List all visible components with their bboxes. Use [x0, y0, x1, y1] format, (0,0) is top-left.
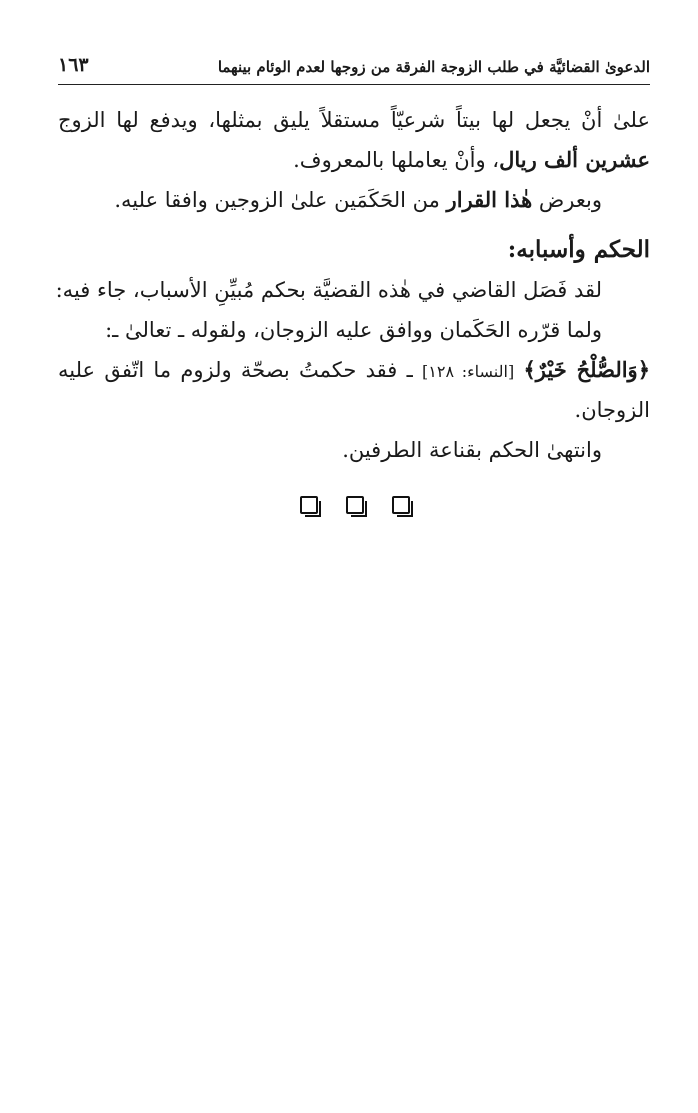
page-header [58, 54, 650, 85]
hollow-square-icon [300, 496, 318, 514]
paragraph-text: ـ فقد حكمتُ بصحّة ولزوم ما اتّفق عليه [58, 358, 423, 382]
paragraph-line [58, 350, 650, 390]
bold-amount: عشرين ألف ريال [499, 147, 650, 172]
paragraph-line: ولما قرّره الحَكَمان ووافق عليه الزوجان، ولقوله ـ تعالىٰ ـ: [105, 318, 602, 342]
paragraph-text: ، وأنْ يعاملها بالمعروف. [293, 148, 500, 172]
paragraph-text: من الحَكَمَين علىٰ الزوجين وافقا عليه. [114, 188, 447, 212]
quran-reference: [النساء: ١٢٨] [422, 362, 515, 381]
paragraph-line [58, 140, 650, 180]
bold-phrase: هٰذا القرار [446, 187, 533, 212]
running-title: الدعوىٰ القضائيَّة في طلب الزوجة الفرقة من زوجها لعدم الوئام بينهما [217, 58, 650, 76]
hollow-square-icon [346, 496, 364, 514]
section-end-ornaments [300, 493, 410, 517]
page-body [55, 100, 650, 470]
hollow-square-icon [392, 496, 410, 514]
section-heading: الحكم وأسبابه: [507, 236, 650, 263]
quran-quote: ﴿وَالصُّلْحُ خَيْرٌ﴾ [523, 357, 650, 382]
paragraph-line: وانتهىٰ الحكم بقناعة الطرفين. [342, 438, 602, 462]
paragraph-text: وبعرض [532, 188, 602, 212]
paragraph-line [58, 180, 650, 220]
paragraph-line: لقد فَصَل القاضي في هٰذه القضيَّة بحكم مُبيِّنِ الأسباب، جاء فيه: [55, 278, 602, 302]
page-number: ١٦٣ [58, 54, 89, 76]
paragraph-line: علىٰ أنْ يجعل لها بيتاً شرعيّاً مستقلاً يليق بمثلها، ويدفع لها الزوج [58, 108, 650, 132]
paragraph-line: الزوجان. [574, 398, 650, 422]
